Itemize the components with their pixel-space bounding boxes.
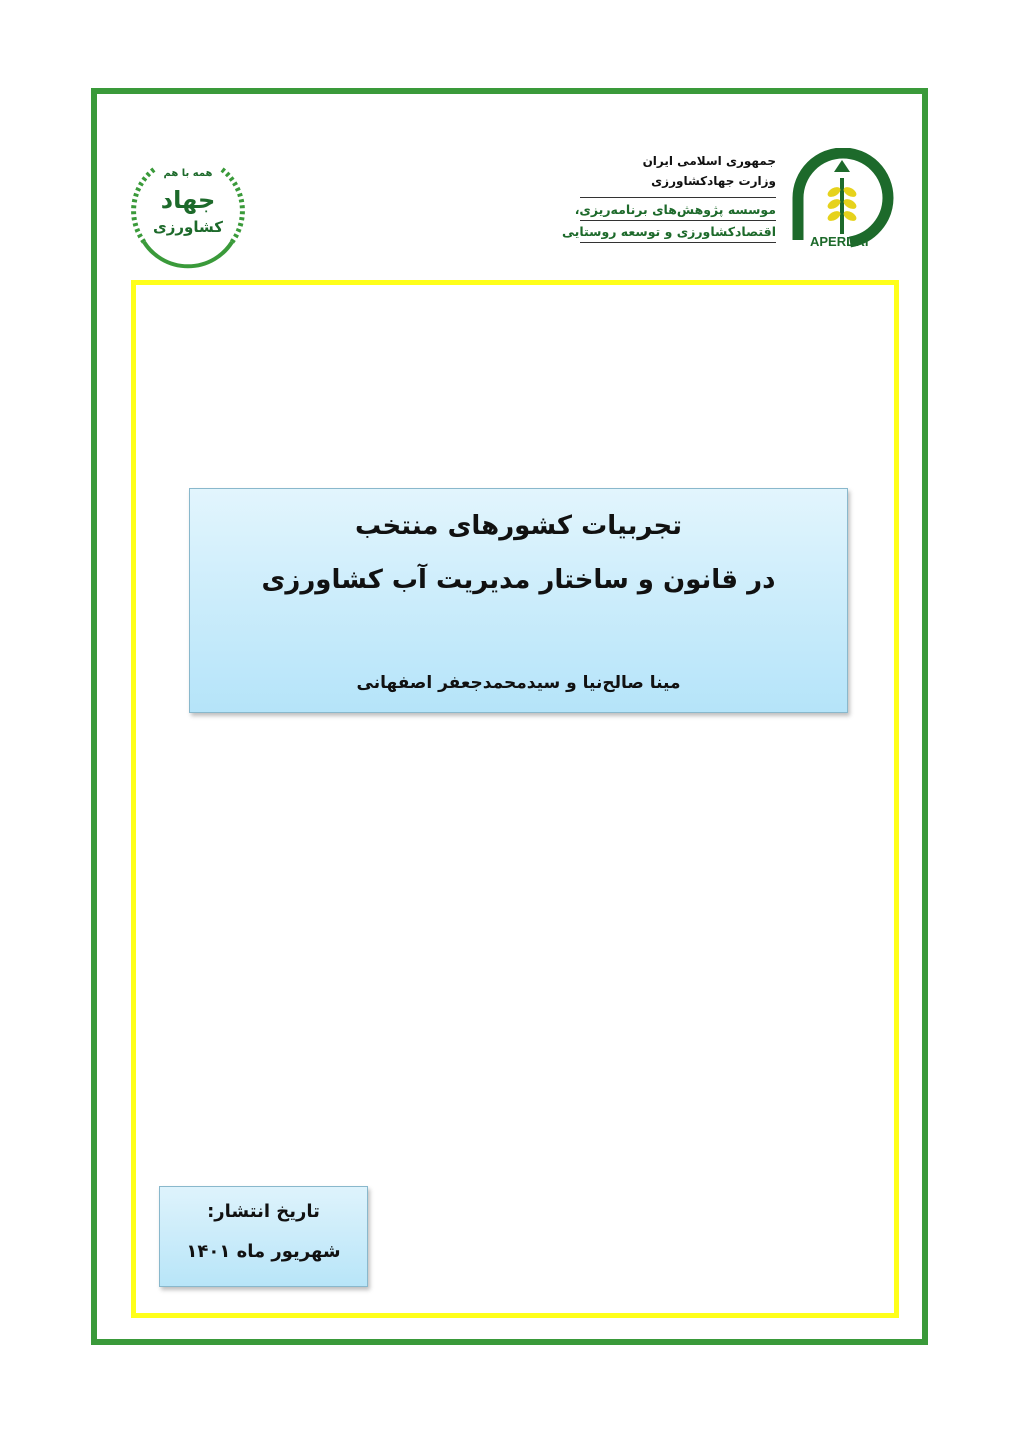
institute-name-line-1: موسسه پژوهش‌های برنامه‌ریزی، [574, 202, 776, 217]
divider [580, 220, 776, 221]
divider [580, 197, 776, 198]
institute-name-line-2: اقتصادکشاورزی و توسعه روستایی [562, 224, 776, 239]
publication-date-box [159, 1186, 368, 1287]
jahad-keshavarzi-logo-icon [126, 146, 250, 270]
gov-name: جمهوری اسلامی ایران [642, 154, 776, 168]
divider [580, 242, 776, 243]
title-line-1: تجربیات کشورهای منتخب [354, 511, 683, 541]
aperdri-label: APERDRI [810, 234, 869, 249]
title-box [189, 488, 848, 713]
svg-text:جهاد: جهاد [160, 186, 216, 214]
svg-text:همه با هم: همه با هم [163, 168, 213, 179]
ministry-name: وزارت جهادکشاورزی [651, 174, 776, 188]
inner-frame [131, 280, 899, 1318]
institute-header [562, 148, 908, 258]
publication-date-value: شهریور ماه ۱۴۰۱ [186, 1241, 341, 1262]
svg-text:کشاورزی: کشاورزی [153, 218, 223, 236]
authors: مینا صالح‌نیا و سیدمحمدجعفر اصفهانی [356, 673, 681, 693]
publication-date-label: تاریخ انتشار: [207, 1201, 320, 1222]
title-line-2: در قانون و ساختار مدیریت آب کشاورزی [261, 565, 776, 595]
